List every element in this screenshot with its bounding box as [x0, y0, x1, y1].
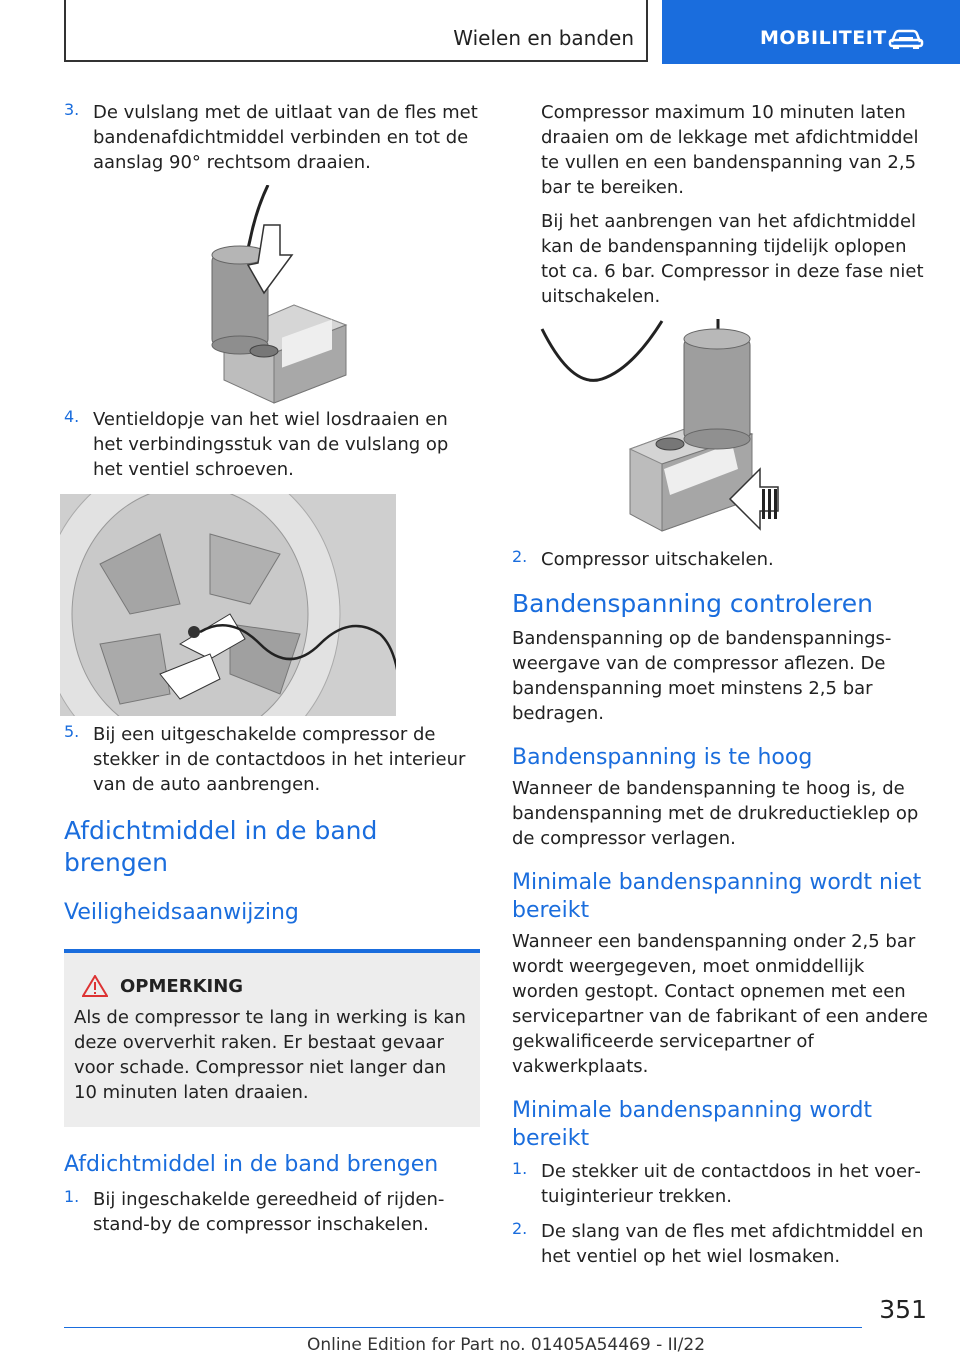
section-heading: Afdichtmiddel in de band brengen: [64, 816, 378, 877]
car-icon: [888, 28, 924, 50]
step-item: [64, 407, 480, 482]
compressor-hose-illustration: [512, 319, 928, 541]
step-item: [512, 1159, 928, 1209]
section-title: Wielen en banden: [453, 26, 634, 50]
subsection-heading: Minimale bandenspanning wordt niet bereikt: [512, 870, 922, 923]
step-number: 2.: [512, 1219, 528, 1238]
paragraph: Compressor maximum 10 minuten laten draaien om de lekkage met afdichtmiddel te vullen en een bandenspanning van 2,5 bar te bereiken.: [541, 102, 919, 198]
figure-wheel-valve: [60, 494, 480, 722]
step-text: De stekker uit de contactdoos in het voertuiginterieur trekken.: [541, 1161, 921, 1207]
step-text: De vulslang met de uitlaat van de fles met bandenafdichtmiddel verbinden en tot de aanslag 90° rechtsom draaien.: [93, 102, 478, 173]
subsection-heading: Minimale bandenspanning wordt bereikt: [512, 1098, 873, 1151]
paragraph: Wanneer een bandenspanning onder 2,5 bar wordt weergegeven, moet onmiddellijk worden gestopt. Contact opnemen met een servicepartner van de fabrikant of een andere gekwalificeerde servicepartner of vakwerkplaats.: [512, 931, 928, 1077]
step-text: De slang van de fles met afdichtmiddel en het ventiel op het wiel losmaken.: [541, 1221, 924, 1267]
section-heading: Bandenspanning controleren: [512, 589, 873, 618]
subsection-heading: Bandenspanning is te hoog: [512, 745, 813, 770]
figure-compressor-hose: [512, 319, 928, 547]
step-number: 3.: [64, 100, 80, 119]
chapter-title: MOBILITEIT: [760, 27, 887, 49]
step-item: [64, 722, 480, 797]
notice-label: OPMERKING: [120, 975, 244, 997]
section-tab: [64, 0, 648, 62]
step-number: 1.: [512, 1159, 528, 1178]
paragraph: Bandenspanning op de bandenspanningsweergave van de compressor aflezen. De bandenspanning moet minstens 2,5 bar bedragen.: [512, 628, 892, 724]
footer-divider: [64, 1327, 862, 1328]
notice-text: Als de compressor te lang in werking is kan deze oververhit raken. Er bestaat gevaar voor schade. Compressor niet langer dan 10 minuten laten draaien.: [74, 1007, 466, 1103]
step-text: Compressor uitschakelen.: [541, 549, 774, 570]
step-text: Bij ingeschakelde gereedheid of rijdenstand-by de compressor inschakelen.: [93, 1189, 445, 1235]
chapter-tab: [662, 0, 960, 64]
notice-header: [74, 975, 470, 997]
right-column: [512, 100, 928, 1279]
step-text: Ventieldopje van het wiel losdraaien en het verbindingsstuk van de vulslang op het ventiel schroeven.: [93, 409, 449, 480]
compressor-bottle-illustration: [64, 185, 480, 407]
subsection-heading: Afdichtmiddel in de band brengen: [64, 1152, 439, 1177]
step-number: 5.: [64, 722, 80, 741]
paragraph: Wanneer de bandenspanning te hoog is, de bandenspanning met de drukreductieklep op de compressor verlagen.: [512, 778, 919, 849]
wheel-valve-illustration: [60, 494, 396, 716]
step-number: 4.: [64, 407, 80, 426]
paragraph: Bij het aanbrengen van het afdichtmiddel kan de bandenspanning tijdelijk oplopen tot ca. 6 bar. Compressor in deze fase niet uitschakelen.: [541, 211, 924, 307]
figure-bottle-compressor: [64, 185, 480, 407]
notice-box: [64, 949, 480, 1127]
step-number: 2.: [512, 547, 528, 566]
left-column: [64, 100, 480, 1247]
step-item: [64, 1187, 480, 1237]
edition-info: Online Edition for Part no. 01405A54469 - II/22: [307, 1335, 706, 1355]
page-number: 351: [879, 1295, 927, 1324]
warning-icon: [82, 975, 108, 997]
step-item: [512, 547, 928, 572]
step-text: Bij een uitgeschakelde compressor de stekker in de contactdoos in het interieur van de auto aanbrengen.: [93, 724, 466, 795]
subsection-heading: Veiligheidsaanwijzing: [64, 900, 299, 925]
step-item: [64, 100, 480, 175]
step-number: 1.: [64, 1187, 80, 1206]
step-item: [512, 1219, 928, 1269]
page-header: [0, 0, 960, 66]
